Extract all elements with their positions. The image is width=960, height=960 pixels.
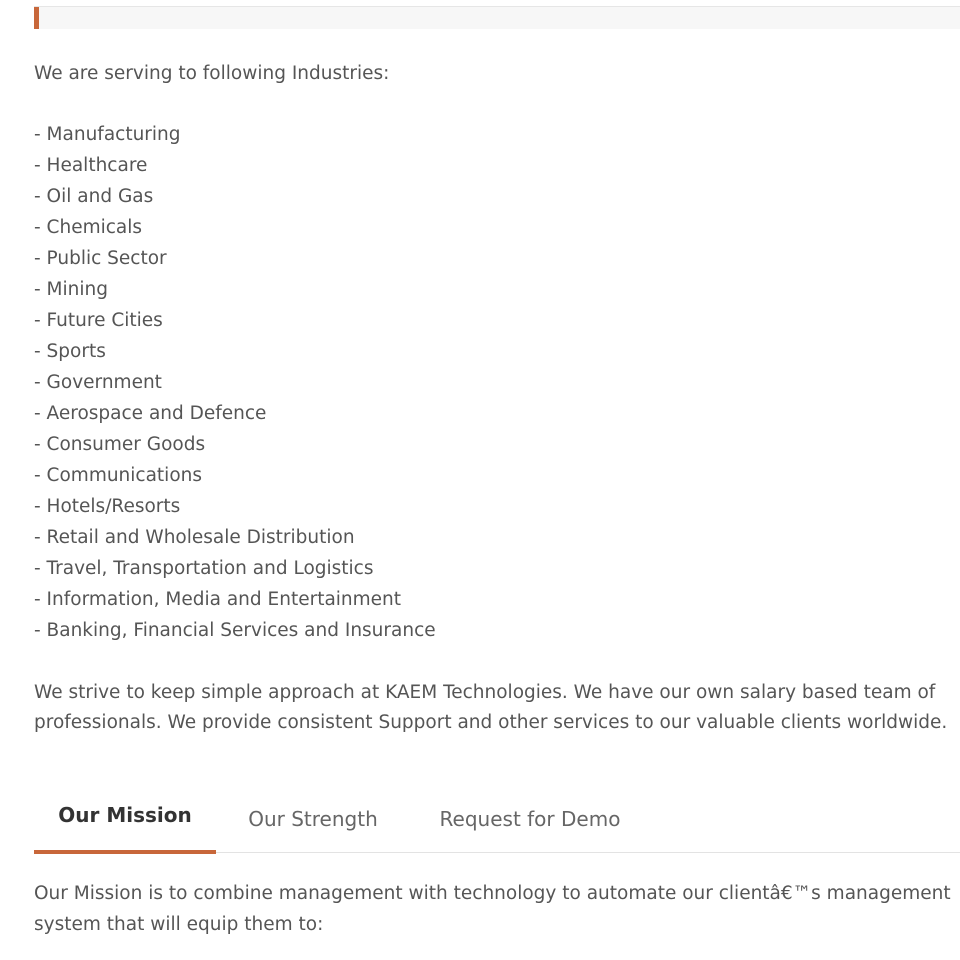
tab-our-mission[interactable]: Our Mission (58, 803, 192, 827)
main-content (34, 58, 954, 738)
industry-list (34, 119, 954, 646)
header-accent-marker (34, 7, 39, 29)
about-paragraph: We strive to keep simple approach at KAEM Technologies. We have our own salary based team of professionals. We provide consistent Support and other services to our valuable clients worldwide. (34, 682, 948, 733)
list-item: - Sports (34, 341, 106, 362)
tab-bar (34, 790, 960, 853)
list-item: - Government (34, 372, 162, 393)
list-item: - Chemicals (34, 217, 143, 238)
industries-intro: We are serving to following Industries: (34, 63, 390, 84)
list-item: - Travel, Transportation and Logistics (34, 558, 374, 579)
section-header-bar (34, 6, 960, 29)
list-item: - Hotels/Resorts (34, 496, 181, 517)
list-item: - Future Cities (34, 310, 163, 331)
list-item: - Healthcare (34, 155, 148, 176)
tab-our-strength[interactable]: Our Strength (248, 807, 378, 831)
list-item: - Consumer Goods (34, 434, 206, 455)
list-item: - Public Sector (34, 248, 167, 269)
list-item: - Manufacturing (34, 124, 181, 145)
tab-request-demo[interactable]: Request for Demo (439, 807, 621, 831)
list-item: - Mining (34, 279, 108, 300)
active-tab-indicator (34, 850, 216, 854)
list-item: - Banking, Financial Services and Insurance (34, 620, 436, 641)
list-item: - Oil and Gas (34, 186, 154, 207)
list-item: - Information, Media and Entertainment (34, 589, 402, 610)
list-item: - Communications (34, 465, 203, 486)
mission-text: Our Mission is to combine management with technology to automate our clientâ€™s management system that will equip them to: (34, 883, 951, 935)
list-item: - Aerospace and Defence (34, 403, 267, 424)
list-item: - Retail and Wholesale Distribution (34, 527, 355, 548)
